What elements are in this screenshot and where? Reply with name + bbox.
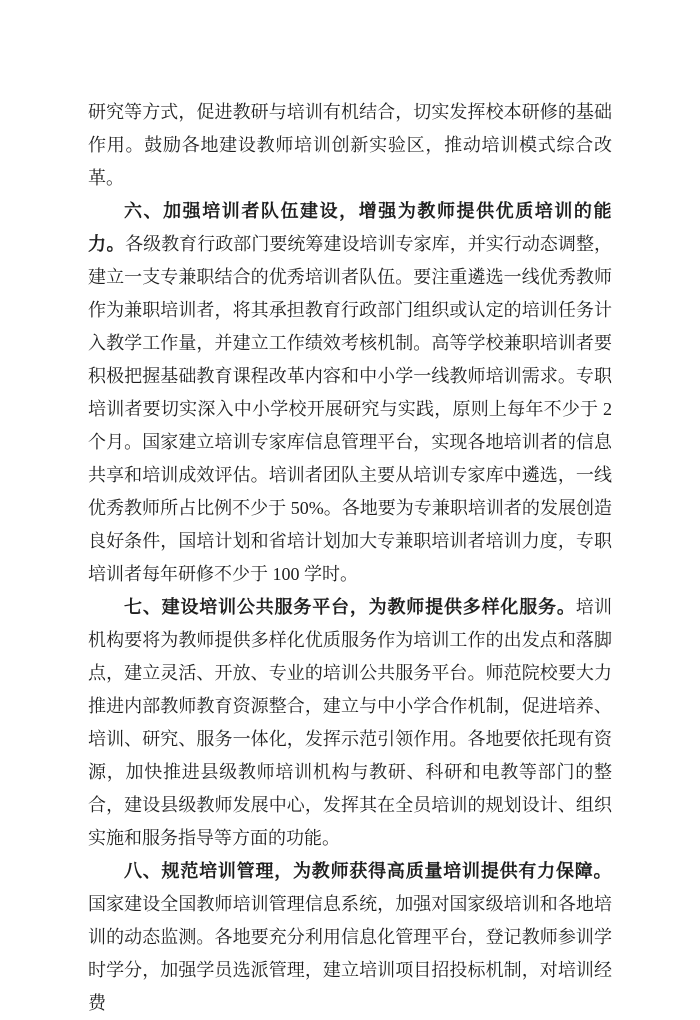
- section-8-heading: 八、规范培训管理，为教师获得高质量培训提供有力保障。: [124, 861, 612, 881]
- section-8-text: 国家建设全国教师培训管理信息系统，加强对国家级培训和各地培训的动态监测。各地要充分利用信息化管理平台，登记教师参训学时学分，加强学员选派管理，建立培训项目招投标机制，对培训经费: [88, 894, 612, 1013]
- paragraph-section-7: [88, 591, 612, 855]
- document-text-block: [88, 96, 612, 1020]
- section-6-heading: 六、加强培训者队伍建设，增强为教师提供优质培训的能力。: [88, 201, 612, 254]
- section-7-text: 培训机构要将为教师提供多样化优质服务作为培训工作的出发点和落脚点，建立灵活、开放、专业的培训公共服务平台。师范院校要大力推进内部教师教育资源整合，建立与中小学合作机制，促进培养、培训、研究、服务一体化，发挥示范引领作用。各地要依托现有资源，加快推进县级教师培训机构与教研、科研和电教等部门的整合，建设县级教师发展中心，发挥其在全员培训的规划设计、组织实施和服务指导等方面的功能。: [88, 597, 613, 848]
- section-7-heading: 七、建设培训公共服务平台，为教师提供多样化服务。: [124, 597, 576, 617]
- section-6-text: 各级教育行政部门要统筹建设培训专家库，并实行动态调整，建立一支专兼职结合的优秀培训者队伍。要注重遴选一线优秀教师作为兼职培训者，将其承担教育行政部门组织或认定的培训任务计入教学工作量，并建立工作绩效考核机制。高等学校兼职培训者要积极把握基础教育课程改革内容和中小学一线教师培训需求。专职培训者要切实深入中小学校开展研究与实践，原则上每年不少于 2 个月。国家建立培训专家库信息管理平台，实现各地培训者的信息共享和培训成效评估。培训者团队主要从培训专家库中遴选，一线优秀教师所占比例不少于 50%。各地要为专兼职培训者的发展创造良好条件，国培计划和省培计划加大专兼职培训者培训力度，专职培训者每年研修不少于 100 学时。: [88, 234, 613, 584]
- paragraph-continuation: [88, 96, 612, 195]
- paragraph-continuation-text: 研究等方式，促进教研与培训有机结合，切实发挥校本研修的基础作用。鼓励各地建设教师培训创新实验区，推动培训模式综合改革。: [88, 102, 612, 188]
- paragraph-section-6: [88, 195, 612, 591]
- paragraph-section-8: [88, 855, 612, 1020]
